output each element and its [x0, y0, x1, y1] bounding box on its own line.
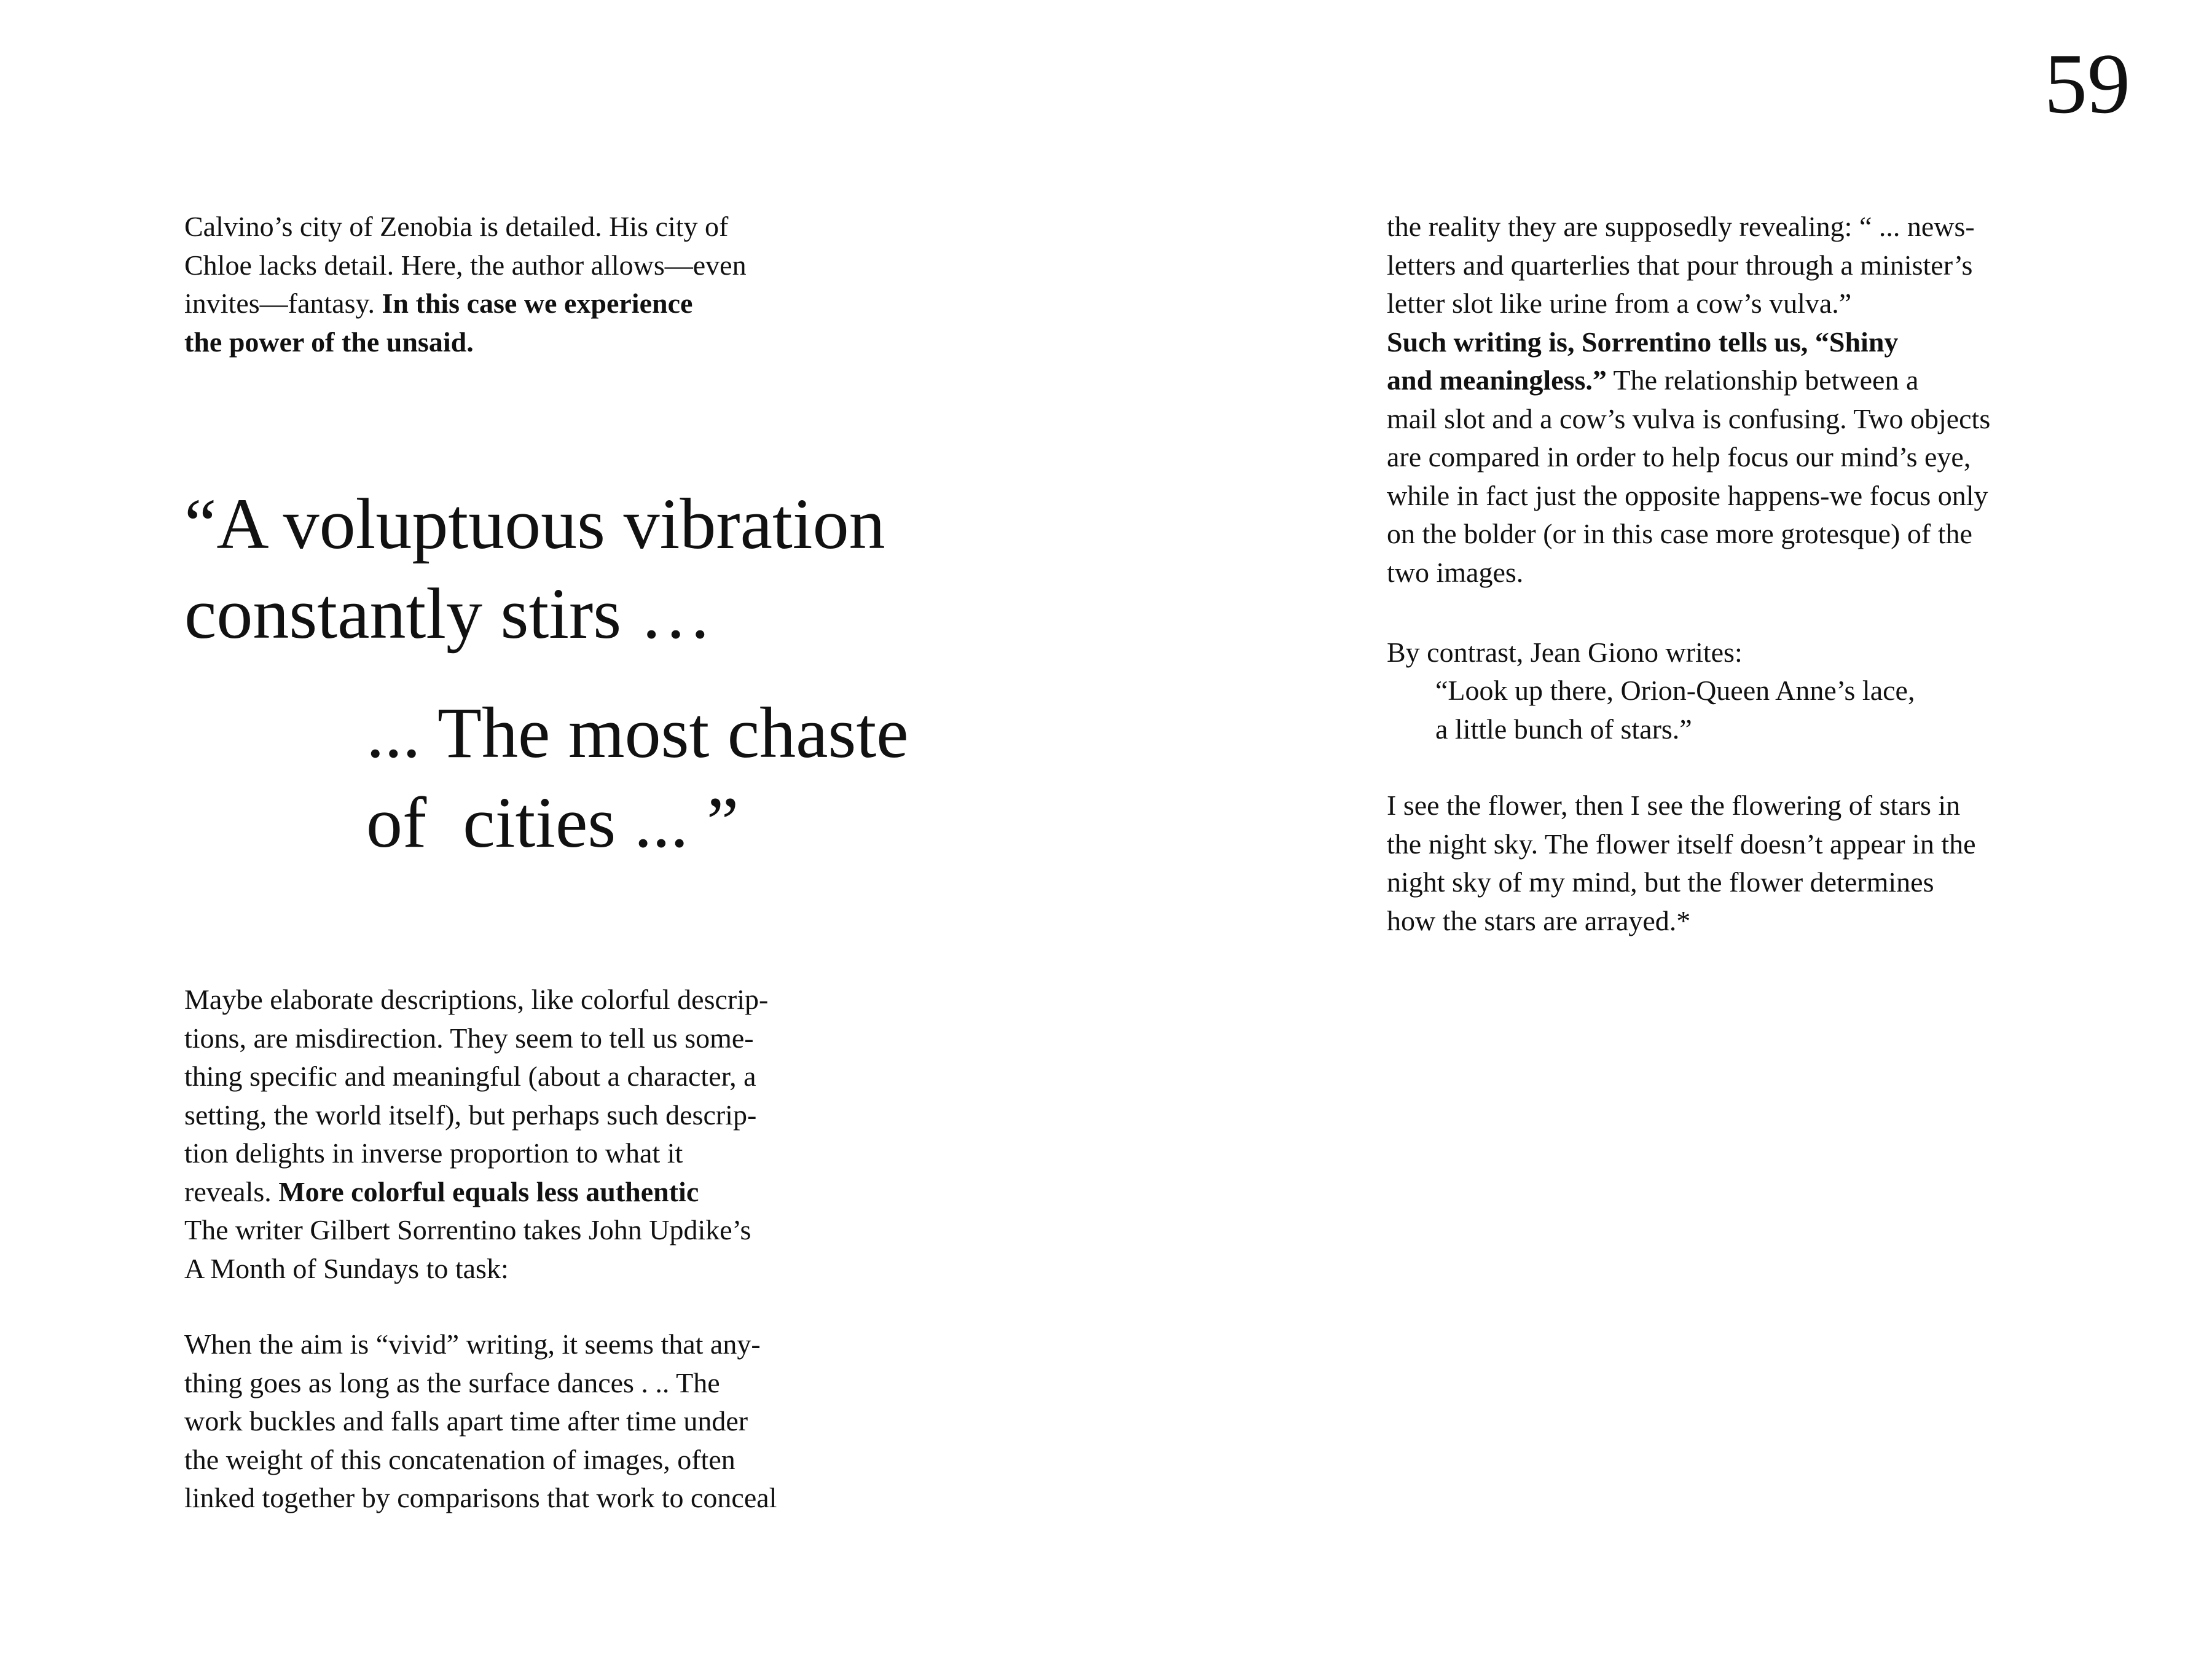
text-run: a little bunch of stars.” — [1435, 713, 1692, 745]
text-run: the night sky. The flower itself doesn’t appear in the — [1387, 828, 1976, 860]
text-run: on the bolder (or in this case more grotesque) of the — [1387, 518, 1972, 549]
text-run: Chloe lacks detail. Here, the author allows—even — [184, 249, 747, 281]
text-line — [1387, 361, 1990, 400]
right-paragraph-1 — [1387, 208, 1990, 592]
text-line — [184, 284, 747, 323]
left-paragraph-3 — [184, 1325, 777, 1518]
text-line — [1387, 323, 1990, 362]
text-line — [184, 1211, 768, 1250]
text-run: I see the flower, then I see the flowering of stars in — [1387, 790, 1961, 821]
text-run: invites—fantasy. — [184, 288, 382, 319]
bold-text: the power of the unsaid. — [184, 326, 474, 358]
text-run: thing goes as long as the surface dances . .. The — [184, 1367, 720, 1398]
bold-text: Such writing is, Sorrentino tells us, “Shiny — [1387, 326, 1899, 358]
text-run: tions, are misdirection. They seem to tell us some- — [184, 1022, 754, 1054]
right-paragraph-2 — [1387, 633, 1743, 672]
text-line — [1435, 710, 1915, 749]
text-run: reveals. — [184, 1175, 279, 1207]
text-run: are compared in order to help focus our mind’s eye, — [1387, 441, 1971, 473]
text-run: the reality they are supposedly revealing: “ ... news- — [1387, 211, 1975, 242]
text-run: “Look up there, Orion-Queen Anne’s lace, — [1435, 675, 1915, 706]
text-run: A Month of Sundays to task: — [184, 1252, 509, 1284]
pull-quote-part-2 — [366, 688, 909, 868]
text-line — [1387, 208, 1990, 246]
page-number: 59 — [2044, 36, 2130, 131]
text-run: The relationship between a — [1606, 364, 1919, 396]
bold-text: In this case we experience — [382, 288, 693, 319]
text-run: When the aim is “vivid” writing, it seems that any- — [184, 1328, 761, 1360]
text-run: Maybe elaborate descriptions, like colorful descrip- — [184, 984, 769, 1015]
text-line — [184, 1173, 768, 1212]
text-run: letters and quarterlies that pour through a minister’s — [1387, 249, 1973, 281]
text-line — [184, 208, 747, 246]
text-line — [1387, 863, 1976, 902]
right-paragraph-3 — [1387, 786, 1976, 940]
text-line — [1387, 284, 1990, 323]
text-run: night sky of my mind, but the flower determines — [1387, 866, 1934, 898]
text-line — [184, 1057, 768, 1096]
text-line — [184, 1096, 768, 1135]
text-run: The writer Gilbert Sorrentino takes John Updike’s — [184, 1214, 751, 1245]
text-run: linked together by comparisons that work to conceal — [184, 1482, 777, 1513]
text-line — [1387, 515, 1990, 554]
text-line — [184, 1325, 777, 1364]
quote-line: constantly stirs … — [184, 573, 712, 654]
text-run: work buckles and falls apart time after time under — [184, 1405, 748, 1437]
text-run: By contrast, Jean Giono writes: — [1387, 637, 1743, 668]
text-run: how the stars are arrayed.* — [1387, 904, 1691, 936]
text-line — [1435, 672, 1915, 710]
text-line — [184, 1441, 777, 1480]
text-line — [184, 1402, 777, 1441]
text-run: tion delights in inverse proportion to what it — [184, 1137, 683, 1169]
text-run: Calvino’s city of Zenobia is detailed. His city of — [184, 211, 729, 242]
text-line — [1387, 825, 1976, 864]
quote-line: “A voluptuous vibration — [184, 484, 885, 564]
quote-line: of cities ... ” — [366, 782, 739, 863]
text-line — [184, 1019, 768, 1058]
text-run: letter slot like urine from a cow’s vulva.” — [1387, 288, 1852, 319]
left-paragraph-1 — [184, 208, 747, 361]
text-run: mail slot and a cow’s vulva is confusing. Two objects — [1387, 402, 1991, 434]
pull-quote-part-1 — [184, 479, 885, 659]
text-line — [184, 981, 768, 1019]
text-run: two images. — [1387, 556, 1524, 588]
quote-line: ... The most chaste — [366, 692, 909, 773]
bold-text: and meaningless.” — [1387, 364, 1607, 396]
text-line — [1387, 477, 1990, 516]
text-run: thing specific and meaningful (about a character, a — [184, 1061, 756, 1092]
text-line — [1387, 902, 1976, 941]
text-run: while in fact just the opposite happens-we focus only — [1387, 479, 1988, 511]
text-line — [184, 1134, 768, 1173]
text-line — [1387, 786, 1976, 825]
left-paragraph-2 — [184, 981, 768, 1288]
text-line — [184, 1479, 777, 1518]
text-line — [184, 323, 747, 362]
text-line — [1387, 554, 1990, 592]
text-line — [1387, 246, 1990, 285]
text-line — [184, 1250, 768, 1288]
text-line — [1387, 633, 1743, 672]
bold-text: More colorful equals less authentic — [278, 1175, 699, 1207]
giono-quote — [1435, 672, 1915, 748]
text-line — [184, 246, 747, 285]
text-run: setting, the world itself), but perhaps such descrip- — [184, 1099, 757, 1131]
text-line — [184, 1364, 777, 1403]
text-line — [1387, 400, 1990, 439]
text-line — [1387, 438, 1990, 477]
text-run: the weight of this concatenation of images, often — [184, 1443, 735, 1475]
